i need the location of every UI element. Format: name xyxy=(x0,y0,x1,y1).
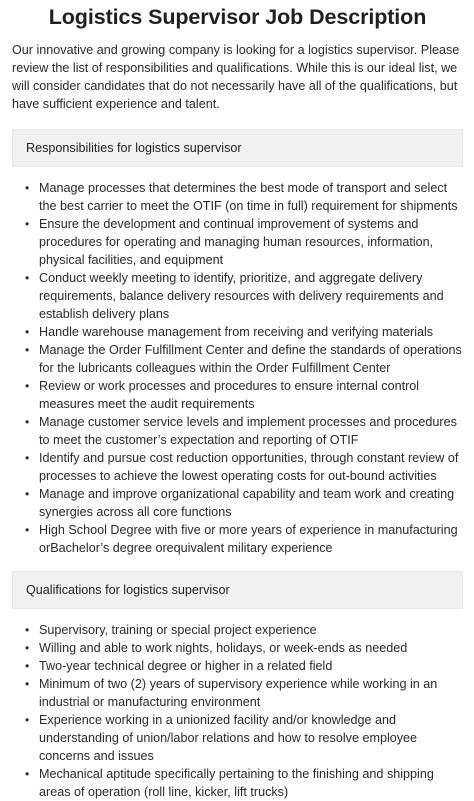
list-item xyxy=(12,179,463,215)
bullet-icon: • xyxy=(25,379,30,393)
list-item-text: Handle warehouse management from receiving and verifying materials xyxy=(39,325,434,339)
bullet-icon: • xyxy=(25,523,30,537)
bullet-icon: • xyxy=(25,659,30,673)
responsibilities-heading: Responsibilities for logistics supervisor xyxy=(26,141,242,155)
list-item xyxy=(12,675,463,711)
responsibilities-section-header xyxy=(12,129,463,167)
list-item xyxy=(12,711,463,765)
bullet-icon: • xyxy=(25,713,30,727)
list-item xyxy=(12,449,463,485)
list-item-text: Ensure the development and continual improvement of systems and procedures for operating and managing human resources, information, physical facilities, and equipment xyxy=(39,217,434,267)
bullet-icon: • xyxy=(25,181,30,195)
bullet-icon: • xyxy=(25,641,30,655)
list-item xyxy=(12,341,463,377)
list-item xyxy=(12,215,463,269)
intro-paragraph: Our innovative and growing company is looking for a logistics supervisor. Please review the list of responsibilities and qualifications. While this is our ideal list, we will consider candidates that do not necessarily have all of the qualifications, but have sufficient experience and talent. xyxy=(12,43,460,111)
bullet-icon: • xyxy=(25,343,30,357)
list-item xyxy=(12,269,463,323)
list-item-text: Two-year technical degree or higher in a related field xyxy=(39,659,333,673)
qualifications-list xyxy=(12,621,463,801)
list-item xyxy=(12,621,463,639)
responsibilities-list xyxy=(12,179,463,557)
bullet-icon: • xyxy=(25,325,30,339)
list-item-text: Minimum of two (2) years of supervisory experience while working in an industrial or manufacturing environment xyxy=(39,677,438,709)
list-item-text: High School Degree with five or more years of experience in manufacturing orBachelor’s degree orequivalent military experience xyxy=(39,523,458,555)
list-item-text: Manage processes that determines the best mode of transport and select the best carrier to meet the OTIF (on time in full) requirement for shipments xyxy=(39,181,458,213)
list-item-text: Experience working in a unionized facility and/or knowledge and understanding of union/labor relations and how to resolve employee concerns and issues xyxy=(39,713,418,763)
list-item-text: Willing and able to work nights, holidays, or week-ends as needed xyxy=(39,641,408,655)
qualifications-section-header xyxy=(12,571,463,609)
list-item-text: Manage the Order Fulfillment Center and define the standards of operations for the lubricants colleagues within the Order Fulfillment Center xyxy=(39,343,462,375)
bullet-icon: • xyxy=(25,767,30,781)
list-item xyxy=(12,413,463,449)
list-item xyxy=(12,521,463,557)
bullet-icon: • xyxy=(25,415,30,429)
list-item-text: Supervisory, training or special project experience xyxy=(39,623,317,637)
bullet-icon: • xyxy=(25,217,30,231)
list-item-text: Mechanical aptitude specifically pertaining to the finishing and shipping areas of operation (roll line, kicker, lift trucks) xyxy=(39,767,434,799)
list-item xyxy=(12,485,463,521)
page-title: Logistics Supervisor Job Description xyxy=(48,5,427,29)
bullet-icon: • xyxy=(25,623,30,637)
bullet-icon: • xyxy=(25,451,30,465)
list-item-text: Manage customer service levels and implement processes and procedures to meet the customer’s expectation and reporting of OTIF xyxy=(39,415,457,447)
qualifications-heading: Qualifications for logistics supervisor xyxy=(26,583,230,597)
list-item-text: Conduct weekly meeting to identify, prioritize, and aggregate delivery requirements, balance delivery resources with delivery requirements and establish delivery plans xyxy=(39,271,444,321)
list-item-text: Review or work processes and procedures to ensure internal control measures meet the audit requirements xyxy=(39,379,420,411)
list-item xyxy=(12,765,463,801)
bullet-icon: • xyxy=(25,271,30,285)
list-item-text: Manage and improve organizational capability and team work and creating synergies across all core functions xyxy=(39,487,455,519)
list-item xyxy=(12,639,463,657)
list-item xyxy=(12,657,463,675)
list-item xyxy=(12,377,463,413)
list-item xyxy=(12,323,463,341)
list-item-text: Identify and pursue cost reduction opportunities, through constant review of processes to achieve the lowest operating costs for out-bound activities xyxy=(39,451,459,483)
bullet-icon: • xyxy=(25,487,30,501)
bullet-icon: • xyxy=(25,677,30,691)
